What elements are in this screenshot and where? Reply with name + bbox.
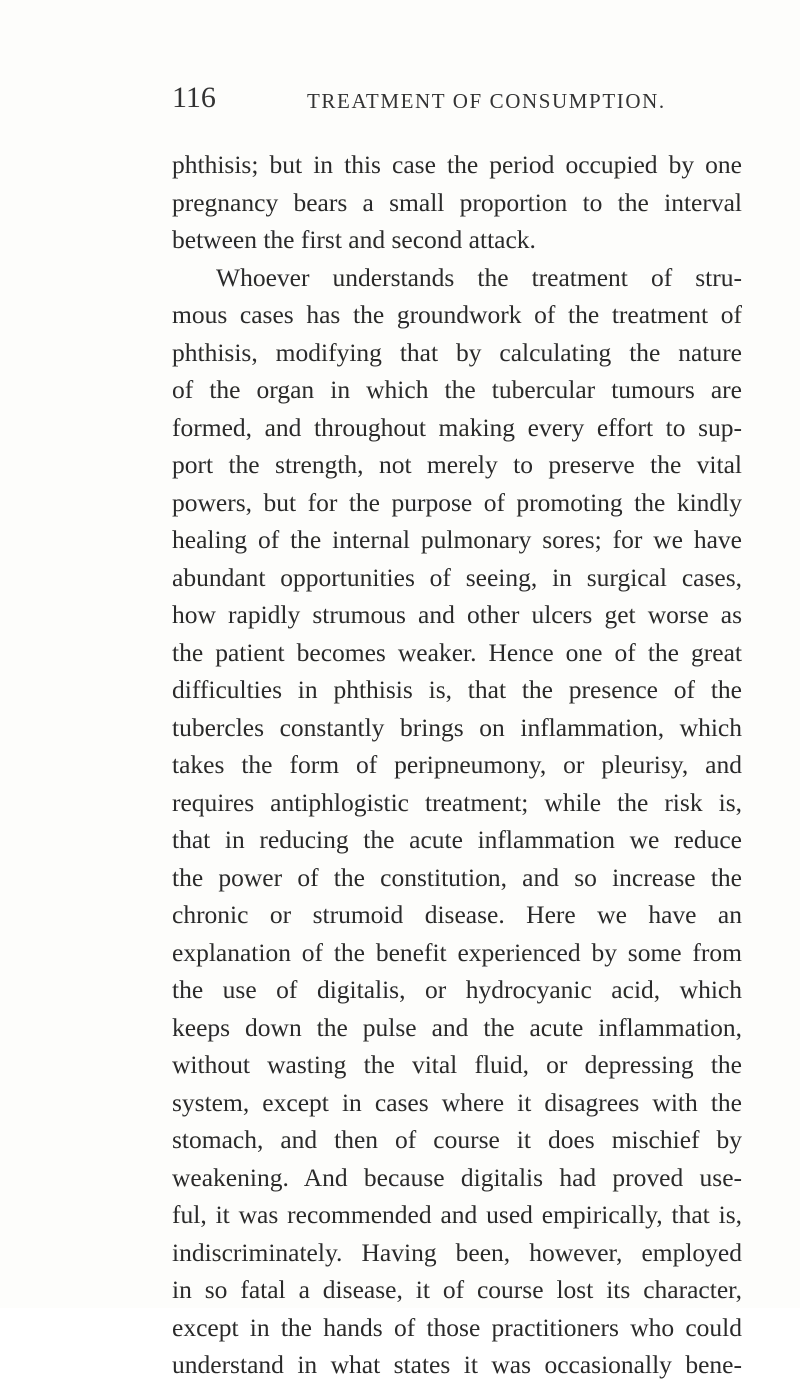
text-line: requires antiphlogistic treatment; while the risk is, [172, 787, 742, 817]
text-line: phthisis, modifying that by calculating the nature [172, 337, 742, 367]
text-line: the patient becomes weaker. Hence one of the great [172, 637, 742, 667]
text-line: ful, it was recommended and used empirically, that is, [172, 1200, 742, 1229]
text-line: port the strength, not merely to preserve the vital [172, 450, 742, 479]
text-line: tubercles constantly brings on inflammation, which [172, 712, 742, 742]
page-number: 116 [172, 81, 216, 114]
text-line: chronic or strumoid disease. Here we have an [172, 900, 742, 929]
text-line: formed, and throughout making every effort to sup- [172, 412, 742, 442]
text-line: system, except in cases where it disagrees with the [172, 1087, 742, 1117]
text-line: between the first and second attack. [172, 225, 536, 254]
text-line: takes the form of peripneumony, or pleurisy, and [172, 750, 742, 779]
text-line: stomach, and then of course it does mischief by [172, 1125, 742, 1154]
text-line: without wasting the vital fluid, or depressing the [172, 1050, 742, 1079]
text-line: abundant opportunities of seeing, in surgical cases, [172, 562, 742, 592]
text-line: pregnancy bears a small proportion to the interval [172, 187, 742, 217]
text-line: understand in what states it was occasionally bene- [172, 1350, 742, 1379]
text-line: phthisis; but in this case the period occupied by one [172, 150, 742, 179]
running-title: TREATMENT OF CONSUMPTION. [307, 89, 666, 113]
text-line: keeps down the pulse and the acute inflammation, [172, 1012, 742, 1042]
text-line: of the organ in which the tubercular tumours are [172, 375, 742, 404]
running-head [172, 78, 732, 118]
text-line: difficulties in phthisis is, that the presence of the [172, 675, 742, 704]
text-line: powers, but for the purpose of promoting the kindly [172, 487, 742, 517]
text-line: the use of digitalis, or hydrocyanic acid, which [172, 975, 742, 1004]
text-line: weakening. And because digitalis had proved use- [172, 1162, 742, 1192]
text-line: explanation of the benefit experienced by some from [172, 937, 742, 967]
body-text [172, 146, 742, 1384]
text-line: indiscriminately. Having been, however, employed [172, 1237, 742, 1267]
text-line: in so fatal a disease, it of course lost its character, [172, 1275, 742, 1304]
text-line: the power of the constitution, and so increase the [172, 862, 742, 892]
text-line: mous cases has the groundwork of the treatment of [172, 300, 742, 329]
text-line: Whoever understands the treatment of stru- [216, 262, 742, 292]
text-line: healing of the internal pulmonary sores; for we have [172, 525, 742, 554]
text-line: except in the hands of those practitioners who could [172, 1312, 742, 1342]
text-line: how rapidly strumous and other ulcers get worse as [172, 600, 742, 629]
text-line: that in reducing the acute inflammation we reduce [172, 825, 742, 854]
